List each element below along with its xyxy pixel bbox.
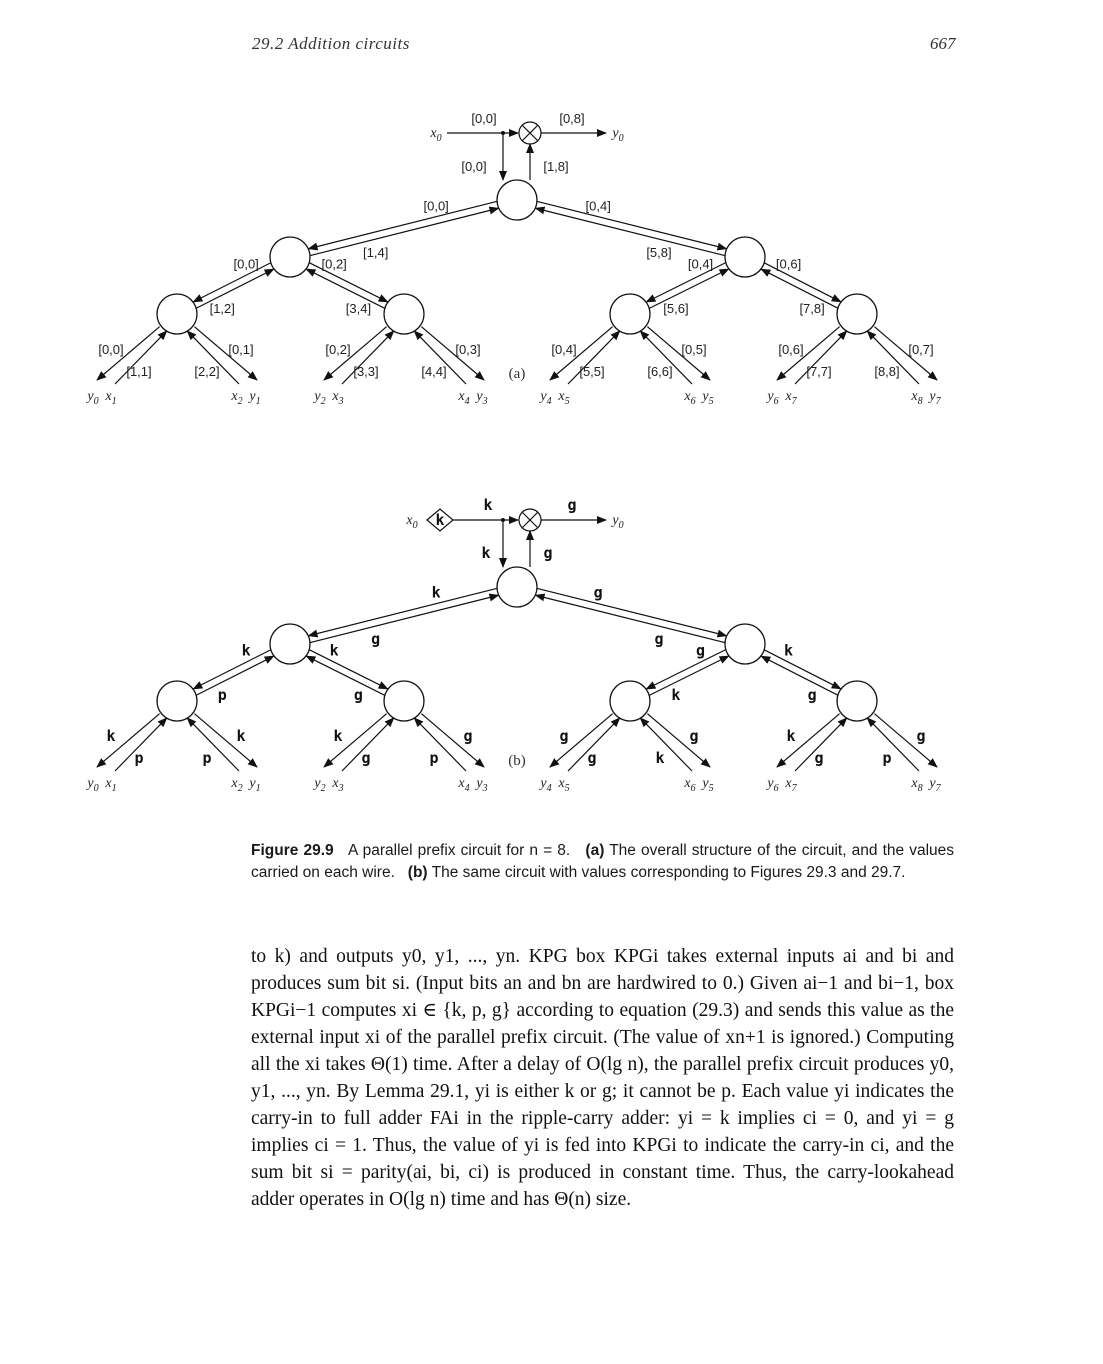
leaf-3-right-output-label: g [916,727,926,745]
root-left-edge-up-wire [310,208,498,255]
caption-part-a-label: (a) [585,842,605,859]
figure-sublabel: (a) [508,366,526,382]
root-right-edge-down-label: [0,4] [585,198,611,214]
leaf-1-right-input-label: [4,4] [421,364,447,379]
root-left-edge-down-label: [0,0] [423,198,449,214]
leaf-0-right-input-label: p [202,749,212,767]
leaf-3-y-left: $y_6$ [767,389,779,407]
leaf-2-x-right: $x_6$ [684,389,696,407]
top-up-label: g [543,544,553,562]
tree-node [725,237,765,277]
leaf-0-right-output-label: [0,1] [228,342,254,357]
caption-part-a-text: The overall structure of the circuit, and the values carried on each wire. [251,842,955,881]
leaf-1-x-right: $x_4$ [458,776,470,794]
leaf-1-y-right: $y_3$ [476,389,488,407]
leaf-1-left-output-label: k [333,727,343,745]
root-left-edge-down-label: k [431,583,441,602]
l2left-right-edge-up-label: g [353,685,363,704]
root-right-edge-down-label: g [593,583,603,602]
l2right-left-edge-up-wire [649,656,728,695]
leaf-1-right-output-label: [0,3] [455,342,481,357]
top-y0-label: $y_0$ [612,126,624,144]
leaf-2-y-right: $y_5$ [702,389,714,407]
tree-node [384,681,424,721]
tree-node [270,624,310,664]
root-right-edge-up-label: g [654,629,664,648]
top-junction-dot [501,131,505,135]
leaf-2-x-right: $x_6$ [684,776,696,794]
l2left-right-edge-down-label: [0,2] [321,256,347,272]
leaf-2-right-output-label: g [689,727,699,745]
leaf-1-x-right: $x_4$ [458,389,470,407]
root-left-edge-up-label: [1,4] [363,244,389,260]
running-header: 29.2 Addition circuits [252,34,410,53]
leaf-1-x-left: $x_3$ [332,776,344,794]
leaf-2-left-output-label: [0,4] [551,342,577,357]
leaf-0-y-left: $y_0$ [87,389,99,407]
leaf-2-y-right: $y_5$ [702,776,714,794]
leaf-1-left-input-label: [3,3] [353,364,379,379]
leaf-3-left-output-label: k [786,727,796,745]
leaf-1-x-left: $x_3$ [332,389,344,407]
l2left-left-edge-up-wire [196,656,273,695]
leaf-3-x-left: $x_7$ [785,776,797,794]
leaf-0-left-input-label: p [134,749,144,767]
l2left-left-edge-up-label: p [217,685,227,704]
top-input-label: [0,0] [471,111,497,126]
tree-node [270,237,310,277]
leaf-0-left-output-label: [0,0] [98,342,124,357]
l2left-left-edge-down-wire [193,650,270,689]
leaf-1-y-left: $y_2$ [314,776,326,794]
leaf-1-y-right: $y_3$ [476,776,488,794]
tree-node [157,681,197,721]
l2left-left-edge-down-label: k [241,641,251,660]
leaf-1-left-output-label: [0,2] [325,342,351,357]
l2right-right-edge-up-wire [761,656,837,695]
tree-node [837,681,877,721]
caption-text: A parallel prefix circuit for n = 8. [348,842,571,859]
root-left-edge-up-wire [310,595,498,642]
tree-node [610,294,650,334]
l2right-right-edge-down-label: [0,6] [775,256,802,272]
leaf-1-left-input-label: g [361,749,371,767]
leaf-0-y-left: $y_0$ [87,776,99,794]
tree-node [497,567,537,607]
l2left-left-edge-up-wire [196,269,273,308]
leaf-1-right-input-label: p [429,749,439,767]
l2left-left-edge-up-label: [1,2] [209,300,235,316]
leaf-0-x-left: $x_1$ [105,389,117,407]
top-y0-label: $y_0$ [612,513,624,531]
leaf-0-x-right: $x_2$ [231,776,243,794]
leaf-2-right-input-label: [6,6] [647,364,673,379]
leaf-3-left-input-label: [7,7] [806,364,832,379]
top-up-label: [1,8] [543,159,569,174]
top-x0-label: $x_0$ [430,126,442,144]
leaf-3-y-right: $y_7$ [929,776,941,794]
top-junction-dot [501,518,505,522]
l2right-left-edge-up-label: [5,6] [663,300,689,316]
l2right-right-edge-up-label: g [807,685,817,704]
l2right-left-edge-down-wire [646,650,725,689]
leaf-3-left-input-label: g [814,749,824,767]
l2right-left-edge-down-wire [646,263,725,302]
root-left-edge-up-label: g [371,629,381,648]
figure-caption [251,840,954,884]
caption-part-b-label: (b) [407,864,428,881]
l2right-left-edge-down-label: [0,4] [687,256,714,272]
leaf-0-right-output-label: k [236,727,246,745]
page-number: 667 [930,34,956,53]
caption-part-b-text: The same circuit with values corresponding to Figures 29.3 and 29.7. [431,864,906,881]
l2left-right-edge-down-label: k [329,641,339,660]
leaf-3-right-input-label: p [882,749,892,767]
leaf-2-left-input-label: [5,5] [579,364,605,379]
leaf-2-left-input-label: g [587,749,597,767]
leaf-2-left-output-label: g [559,727,569,745]
kpg-box-label: k [435,511,445,529]
l2left-left-edge-down-wire [193,263,270,302]
top-down-label: k [481,544,491,562]
leaf-0-x-right: $x_2$ [231,389,243,407]
leaf-1-y-left: $y_2$ [314,389,326,407]
top-x0-label: $x_0$ [406,513,418,531]
leaf-2-x-left: $x_5$ [558,776,570,794]
l2right-left-edge-up-wire [649,269,728,308]
root-right-edge-up-wire [536,595,725,642]
l2left-right-edge-up-label: [3,4] [345,300,372,316]
root-right-edge-down-wire [537,588,726,635]
leaf-0-y-right: $y_1$ [249,389,261,407]
tree-node [725,624,765,664]
caption-label: Figure 29.9 [251,842,334,859]
l2right-left-edge-up-label: k [671,685,681,704]
l2right-right-edge-down-label: k [784,641,794,660]
top-down-label: [0,0] [461,159,487,174]
leaf-0-x-left: $x_1$ [105,776,117,794]
leaf-3-y-left: $y_6$ [767,776,779,794]
top-output-label: [0,8] [559,111,585,126]
leaf-2-right-input-label: k [655,749,665,767]
leaf-3-x-left: $x_7$ [785,389,797,407]
leaf-0-left-output-label: k [106,727,116,745]
figure-sublabel: (b) [508,753,526,769]
root-right-edge-down-wire [537,201,726,248]
root-right-edge-up-wire [536,208,725,255]
leaf-3-y-right: $y_7$ [929,389,941,407]
leaf-3-right-input-label: [8,8] [874,364,900,379]
leaf-0-y-right: $y_1$ [249,776,261,794]
leaf-1-right-output-label: g [463,727,473,745]
leaf-3-x-right: $x_8$ [911,776,923,794]
body-text [251,943,954,1213]
leaf-2-y-left: $y_4$ [540,776,552,794]
l2right-right-edge-down-wire [764,650,840,689]
leaf-3-x-right: $x_8$ [911,389,923,407]
tree-node [384,294,424,334]
tree-node [837,294,877,334]
l2right-right-edge-up-label: [7,8] [799,300,825,316]
leaf-2-x-left: $x_5$ [558,389,570,407]
l2left-right-edge-up-wire [306,656,384,695]
leaf-3-left-output-label: [0,6] [778,342,804,357]
body-paragraph: to k) and outputs y0, y1, ..., yn. KPG box KPGi takes external inputs ai and bi and produces sum bit si. (Input bits an and bn are hardwired to 0.) Given ai−1 and bi−1, box KPGi−1 computes xi ∈ {k, p, g} according to equation (29.3) and sends this value as the external input xi of the parallel prefix circuit. (The value of xn+1 is ignored.) Computing all the xi takes Θ(1) time. After a delay of O(lg n), the parallel prefix circuit produces y0, y1, ..., yn. By Lemma 29.1, yi is either k or g; it cannot be p. Each value yi indicates the carry-in to full adder FAi in the ripple-carry adder: yi = k implies ci = 0, and yi = g implies ci = 1. Thus, the value of yi is fed into KPGi to indicate the carry-in ci, and the sum bit si = parity(ai, bi, ci) is produced in constant time. Thus, the carry-lookahead adder operates in O(lg n) time and has Θ(n) size. [251,946,954,1210]
top-input-label: k [483,496,493,514]
tree-node [157,294,197,334]
tree-node [610,681,650,721]
root-left-edge-down-wire [309,201,497,248]
root-right-edge-up-label: [5,8] [646,244,672,260]
root-left-edge-down-wire [309,588,497,635]
leaf-0-left-input-label: [1,1] [126,364,152,379]
top-output-label: g [567,496,577,514]
leaf-0-right-input-label: [2,2] [194,364,220,379]
leaf-2-right-output-label: [0,5] [681,342,707,357]
l2left-left-edge-down-label: [0,0] [233,256,259,272]
leaf-3-right-output-label: [0,7] [908,342,934,357]
leaf-2-y-left: $y_4$ [540,389,552,407]
tree-node [497,180,537,220]
l2right-left-edge-down-label: g [696,641,706,660]
l2left-right-edge-down-wire [309,650,387,689]
